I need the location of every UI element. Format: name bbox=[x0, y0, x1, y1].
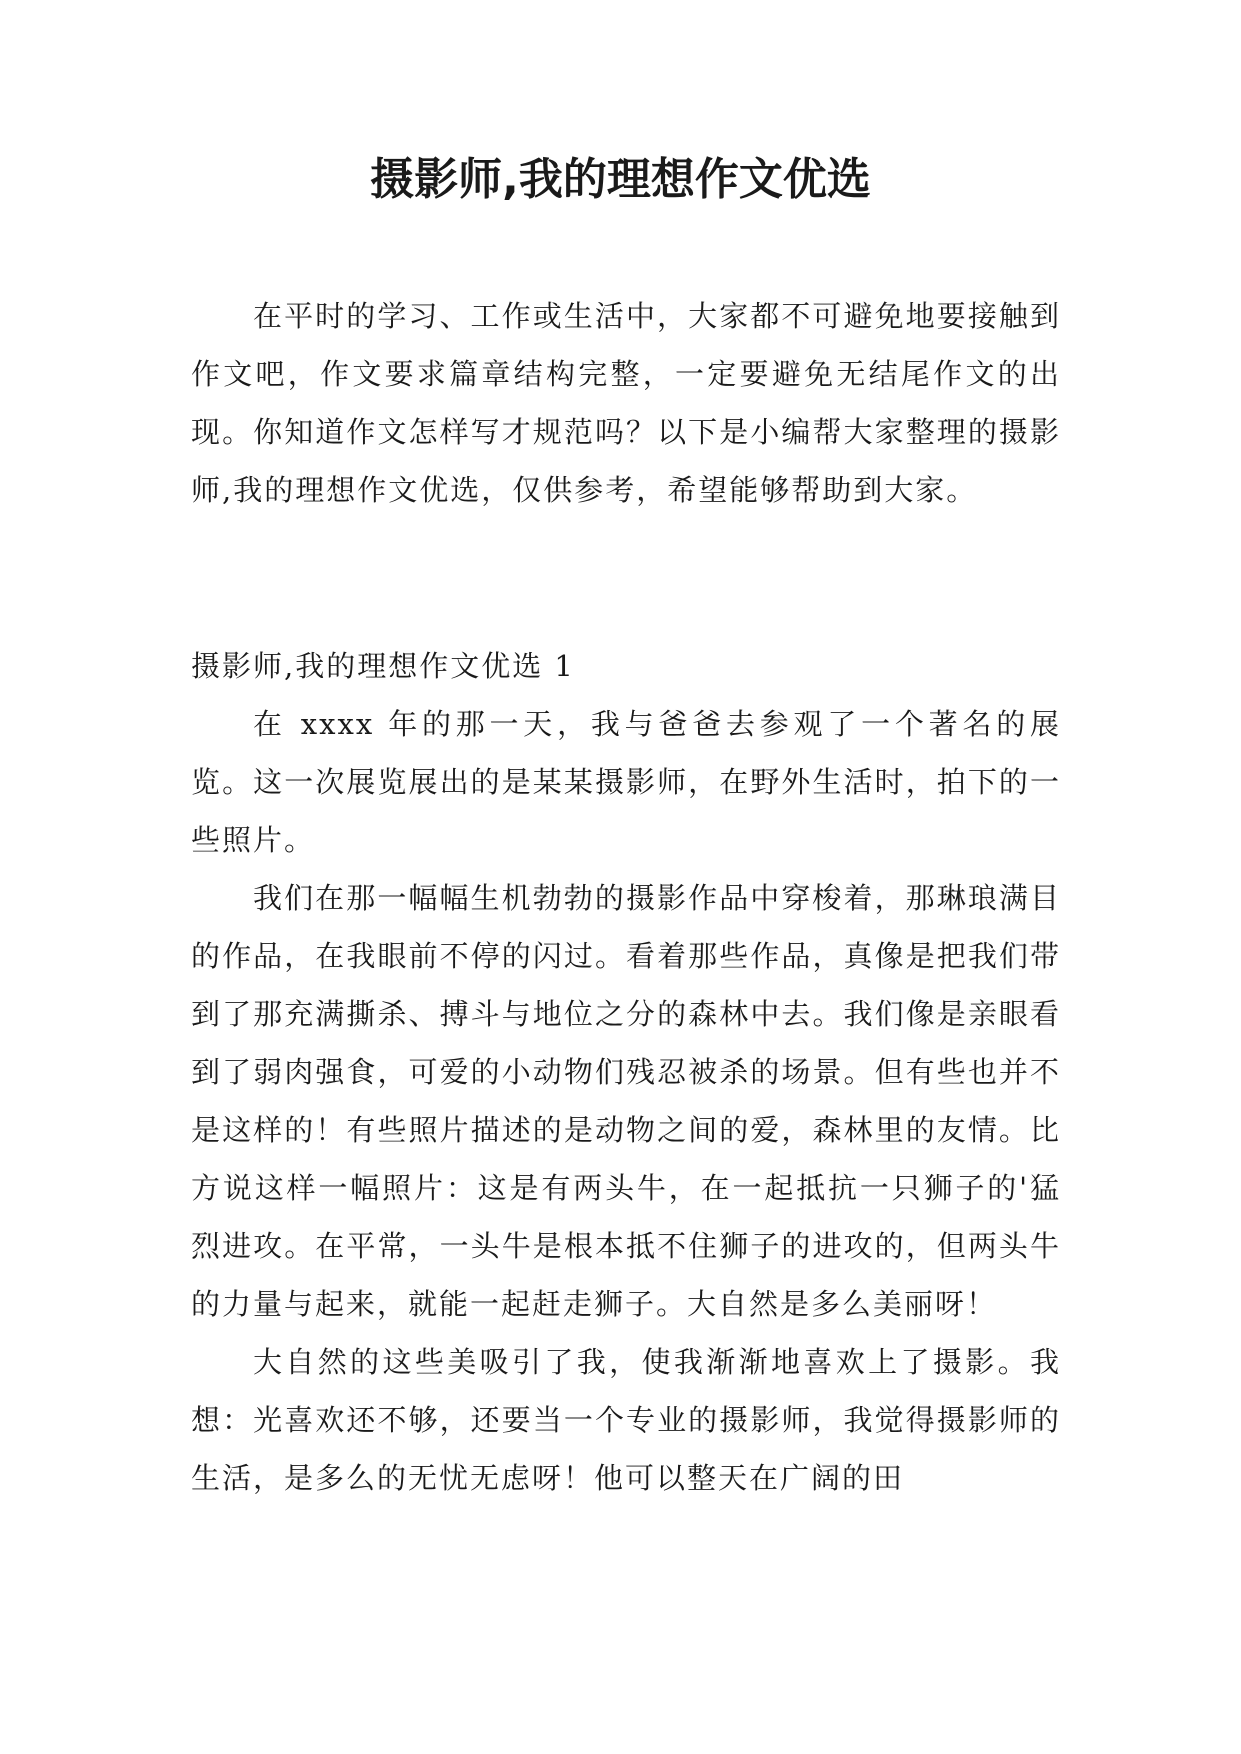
paragraph-1: 在 xxxx 年的那一天，我与爸爸去参观了一个著名的展览。这一次展览展出的是某某摄影师，在野外生活时，拍下的一些照片。 bbox=[191, 707, 1061, 857]
paragraph-2: 我们在那一幅幅生机勃勃的摄影作品中穿梭着，那琳琅满目的作品，在我眼前不停的闪过。看着那些作品，真像是把我们带到了那充满撕杀、搏斗与地位之分的森林中去。我们像是亲眼看到了弱肉强食，可爱的小动物们残忍被杀的场景。但有些也并不是这样的！有些照片描述的是动物之间的爱，森林里的友情。比方说这样一幅照片：这是有两头牛，在一起抵抗一只狮子的'猛烈进攻。在平常，一头牛是根本抵不住狮子的进攻的，但两头牛的力量与起来，就能一起赶走狮子。大自然是多么美丽呀！ bbox=[191, 881, 1061, 1321]
section-heading: 摄影师,我的理想作文优选 1 bbox=[191, 649, 575, 683]
paragraph-3: 大自然的这些美吸引了我，使我渐渐地喜欢上了摄影。我想：光喜欢还不够，还要当一个专业的摄影师，我觉得摄影师的生活，是多么的无忧无虑呀！他可以整天在广阔的田 bbox=[191, 1345, 1061, 1495]
essay-section-1 bbox=[191, 637, 1061, 1507]
intro-paragraph: 在平时的学习、工作或生活中，大家都不可避免地要接触到作文吧，作文要求篇章结构完整，一定要避免无结尾作文的出现。你知道作文怎样写才规范吗？以下是小编帮大家整理的摄影师,我的理想作文优选，仅供参考，希望能够帮助到大家。 bbox=[191, 299, 1061, 507]
document-title: 摄影师,我的理想作文优选 bbox=[370, 154, 871, 205]
intro-block bbox=[191, 287, 1061, 519]
